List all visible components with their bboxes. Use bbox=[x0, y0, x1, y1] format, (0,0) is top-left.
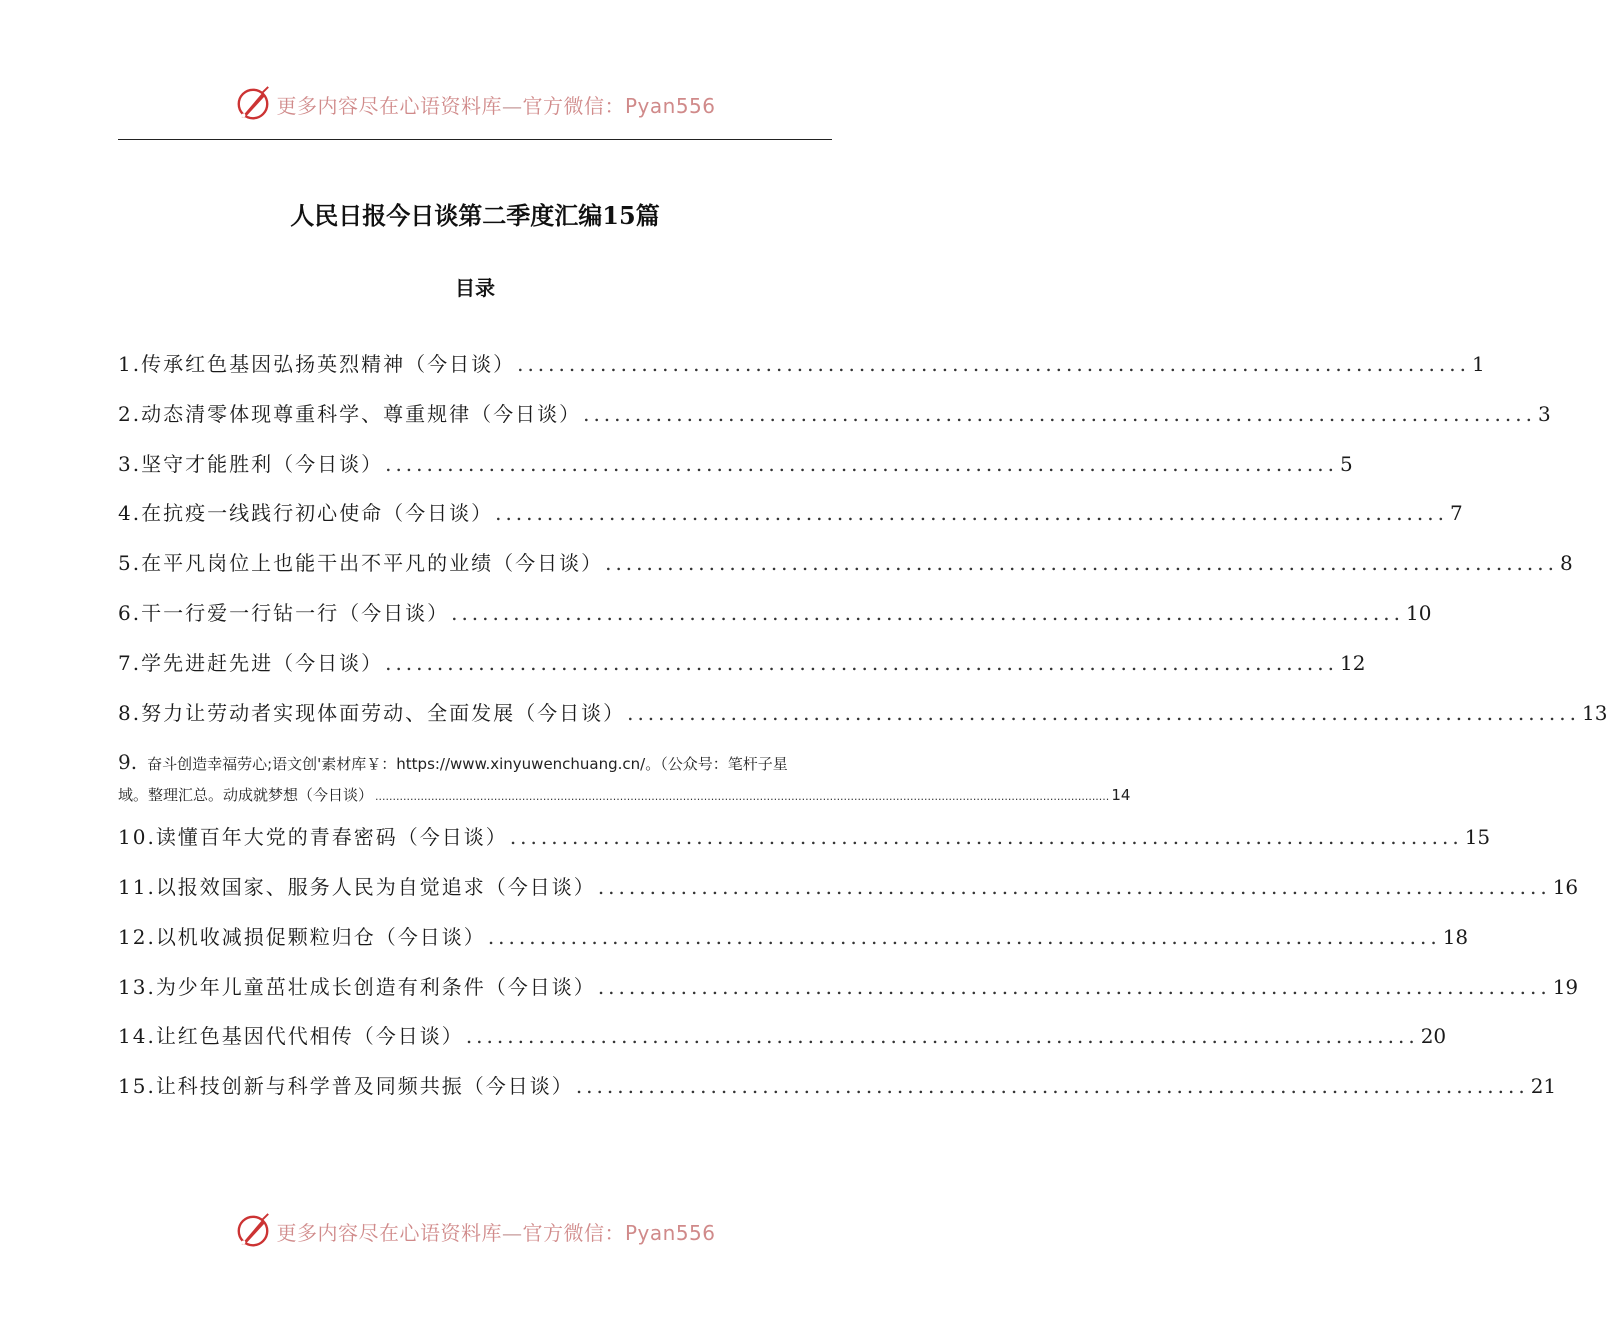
toc-heading: 目录 bbox=[455, 276, 495, 300]
toc-item-number: 14. bbox=[118, 1024, 156, 1048]
toc-item-9-line2 bbox=[118, 784, 1131, 805]
toc-item-text: 以机收减损促颗粒归仓（今日谈） bbox=[155, 925, 486, 949]
toc-leader-dots: ............................................................................................ bbox=[605, 551, 1558, 575]
toc-item-text: 在平凡岗位上也能干出不平凡的业绩（今日谈） bbox=[141, 551, 604, 575]
banner-label: 官方微信： bbox=[522, 93, 625, 118]
toc-item-page: 13 bbox=[1581, 701, 1607, 725]
toc-item-text: 奋斗创造幸福劳心;语文创'素材库￥：https://www.xinyuwenchuang.cn/。（公众号：笔杆子星 bbox=[147, 755, 788, 773]
toc-item-number: 9. bbox=[118, 750, 138, 774]
document-title: 人民日报今日谈第二季度汇编15篇 bbox=[290, 201, 660, 230]
toc-item-text: 传承红色基因弘扬英烈精神（今日谈） bbox=[141, 352, 516, 376]
toc-item-12[interactable] bbox=[118, 921, 1469, 950]
toc-item-page: 12 bbox=[1339, 651, 1366, 675]
banner-dash: — bbox=[501, 1220, 523, 1245]
toc-leader-dots: ............................................................................................ bbox=[597, 975, 1551, 999]
banner-dash: — bbox=[501, 93, 523, 118]
toc-item-11[interactable] bbox=[118, 871, 1579, 900]
toc-item-page: 5 bbox=[1339, 452, 1353, 476]
toc-item-2[interactable] bbox=[118, 398, 1551, 427]
banner-wechat-id: Pyan556 bbox=[624, 1220, 716, 1245]
toc-leader-dots: ............................................................................................ bbox=[451, 601, 1404, 625]
header-divider bbox=[118, 139, 832, 140]
toc-item-7[interactable] bbox=[118, 647, 1366, 676]
toc-leader-dots: ............................................................................................ bbox=[385, 651, 1338, 675]
toc-leader-dots: ............................................................................................ bbox=[575, 1074, 1529, 1098]
quill-pen-icon bbox=[234, 85, 272, 123]
toc-item-page: 3 bbox=[1537, 402, 1551, 426]
toc-item-5[interactable] bbox=[118, 547, 1573, 576]
toc-leader-dots: ............................................................................................ bbox=[487, 925, 1441, 949]
toc-item-text: 读懂百年大党的青春密码（今日谈） bbox=[155, 825, 508, 849]
toc-item-page: 8 bbox=[1559, 551, 1573, 575]
toc-leader-dots: ............................................................................................ bbox=[517, 352, 1470, 376]
toc-item-number: 11. bbox=[118, 875, 156, 899]
banner-text bbox=[276, 90, 715, 119]
toc-leader-dots: ............................................................................................ bbox=[597, 875, 1551, 899]
toc-leader-dots: ............................................................................................ bbox=[465, 1024, 1419, 1048]
toc-item-number: 12. bbox=[118, 925, 156, 949]
toc-item-page: 20 bbox=[1420, 1024, 1447, 1048]
toc-leader-dots: ............................................................................................ bbox=[583, 402, 1536, 426]
toc-item-number: 10. bbox=[118, 825, 156, 849]
toc-item-number: 2. bbox=[118, 402, 142, 426]
toc-item-text: 让红色基因代代相传（今日谈） bbox=[155, 1024, 464, 1048]
toc-leader-dots: ............................................................................................ bbox=[627, 701, 1580, 725]
toc-item-text: 以报效国家、服务人民为自觉追求（今日谈） bbox=[155, 875, 596, 899]
toc-item-page: 18 bbox=[1442, 925, 1469, 949]
toc-item-page: 14 bbox=[1111, 786, 1131, 804]
toc-leader-dots: ............................................................................................ bbox=[495, 501, 1448, 525]
toc-item-text: 在抗疫一线践行初心使命（今日谈） bbox=[141, 501, 494, 525]
banner-main-text: 更多内容尽在心语资料库 bbox=[276, 93, 502, 118]
toc-item-9[interactable] bbox=[118, 750, 1131, 805]
toc-item-3[interactable] bbox=[118, 448, 1353, 477]
header-banner bbox=[0, 84, 950, 124]
toc-item-9-line1 bbox=[118, 750, 832, 774]
toc-item-text: 为少年儿童茁壮成长创造有利条件（今日谈） bbox=[155, 975, 596, 999]
toc-item-number: 6. bbox=[118, 601, 142, 625]
toc-item-number: 3. bbox=[118, 452, 142, 476]
toc-item-6[interactable] bbox=[118, 597, 1432, 626]
banner-text bbox=[276, 1217, 715, 1246]
toc-item-number: 5. bbox=[118, 551, 142, 575]
toc-item-text: 努力让劳动者实现体面劳动、全面发展（今日谈） bbox=[141, 701, 626, 725]
toc-item-text: 坚守才能胜利（今日谈） bbox=[141, 452, 384, 476]
toc-item-number: 7. bbox=[118, 651, 142, 675]
toc-item-number: 15. bbox=[118, 1074, 156, 1098]
toc-item-number: 8. bbox=[118, 701, 142, 725]
toc-item-page: 10 bbox=[1405, 601, 1432, 625]
toc-item-number: 4. bbox=[118, 501, 142, 525]
toc-item-page: 16 bbox=[1552, 875, 1579, 899]
toc-leader-dots: ............................................................................................ bbox=[509, 825, 1463, 849]
banner-main-text: 更多内容尽在心语资料库 bbox=[276, 1220, 502, 1245]
toc-item-text: 干一行爱一行钻一行（今日谈） bbox=[141, 601, 450, 625]
toc-item-page: 7 bbox=[1449, 501, 1463, 525]
toc-item-number: 1. bbox=[118, 352, 142, 376]
toc-item-text: 动态清零体现尊重科学、尊重规律（今日谈） bbox=[141, 402, 582, 426]
toc-item-text: 让科技创新与科学普及同频共振（今日谈） bbox=[155, 1074, 574, 1098]
toc-leader-dots: ............................................................................................ bbox=[385, 452, 1338, 476]
banner-wechat-id: Pyan556 bbox=[624, 93, 716, 118]
toc-item-page: 15 bbox=[1464, 825, 1491, 849]
footer-banner bbox=[0, 1211, 950, 1251]
toc-item-number: 13. bbox=[118, 975, 156, 999]
toc-item-text-continued: 域。整理汇总。动成就梦想（今日谈） bbox=[118, 786, 374, 804]
toc-item-page: 21 bbox=[1530, 1074, 1557, 1098]
toc-item-13[interactable] bbox=[118, 971, 1579, 1000]
toc-item-4[interactable] bbox=[118, 497, 1463, 526]
toc-item-1[interactable] bbox=[118, 348, 1485, 377]
toc-item-15[interactable] bbox=[118, 1070, 1557, 1099]
quill-pen-icon bbox=[234, 1212, 272, 1250]
toc-item-text: 学先进赶先进（今日谈） bbox=[141, 651, 384, 675]
toc-item-page: 1 bbox=[1471, 352, 1485, 376]
toc-item-10[interactable] bbox=[118, 821, 1491, 850]
banner-label: 官方微信： bbox=[522, 1220, 625, 1245]
toc-item-14[interactable] bbox=[118, 1020, 1447, 1049]
toc-item-8[interactable] bbox=[118, 697, 1607, 726]
toc-item-page: 19 bbox=[1552, 975, 1579, 999]
toc-leader-dots: .................................................................................................................................................................................................................. bbox=[375, 790, 1110, 803]
